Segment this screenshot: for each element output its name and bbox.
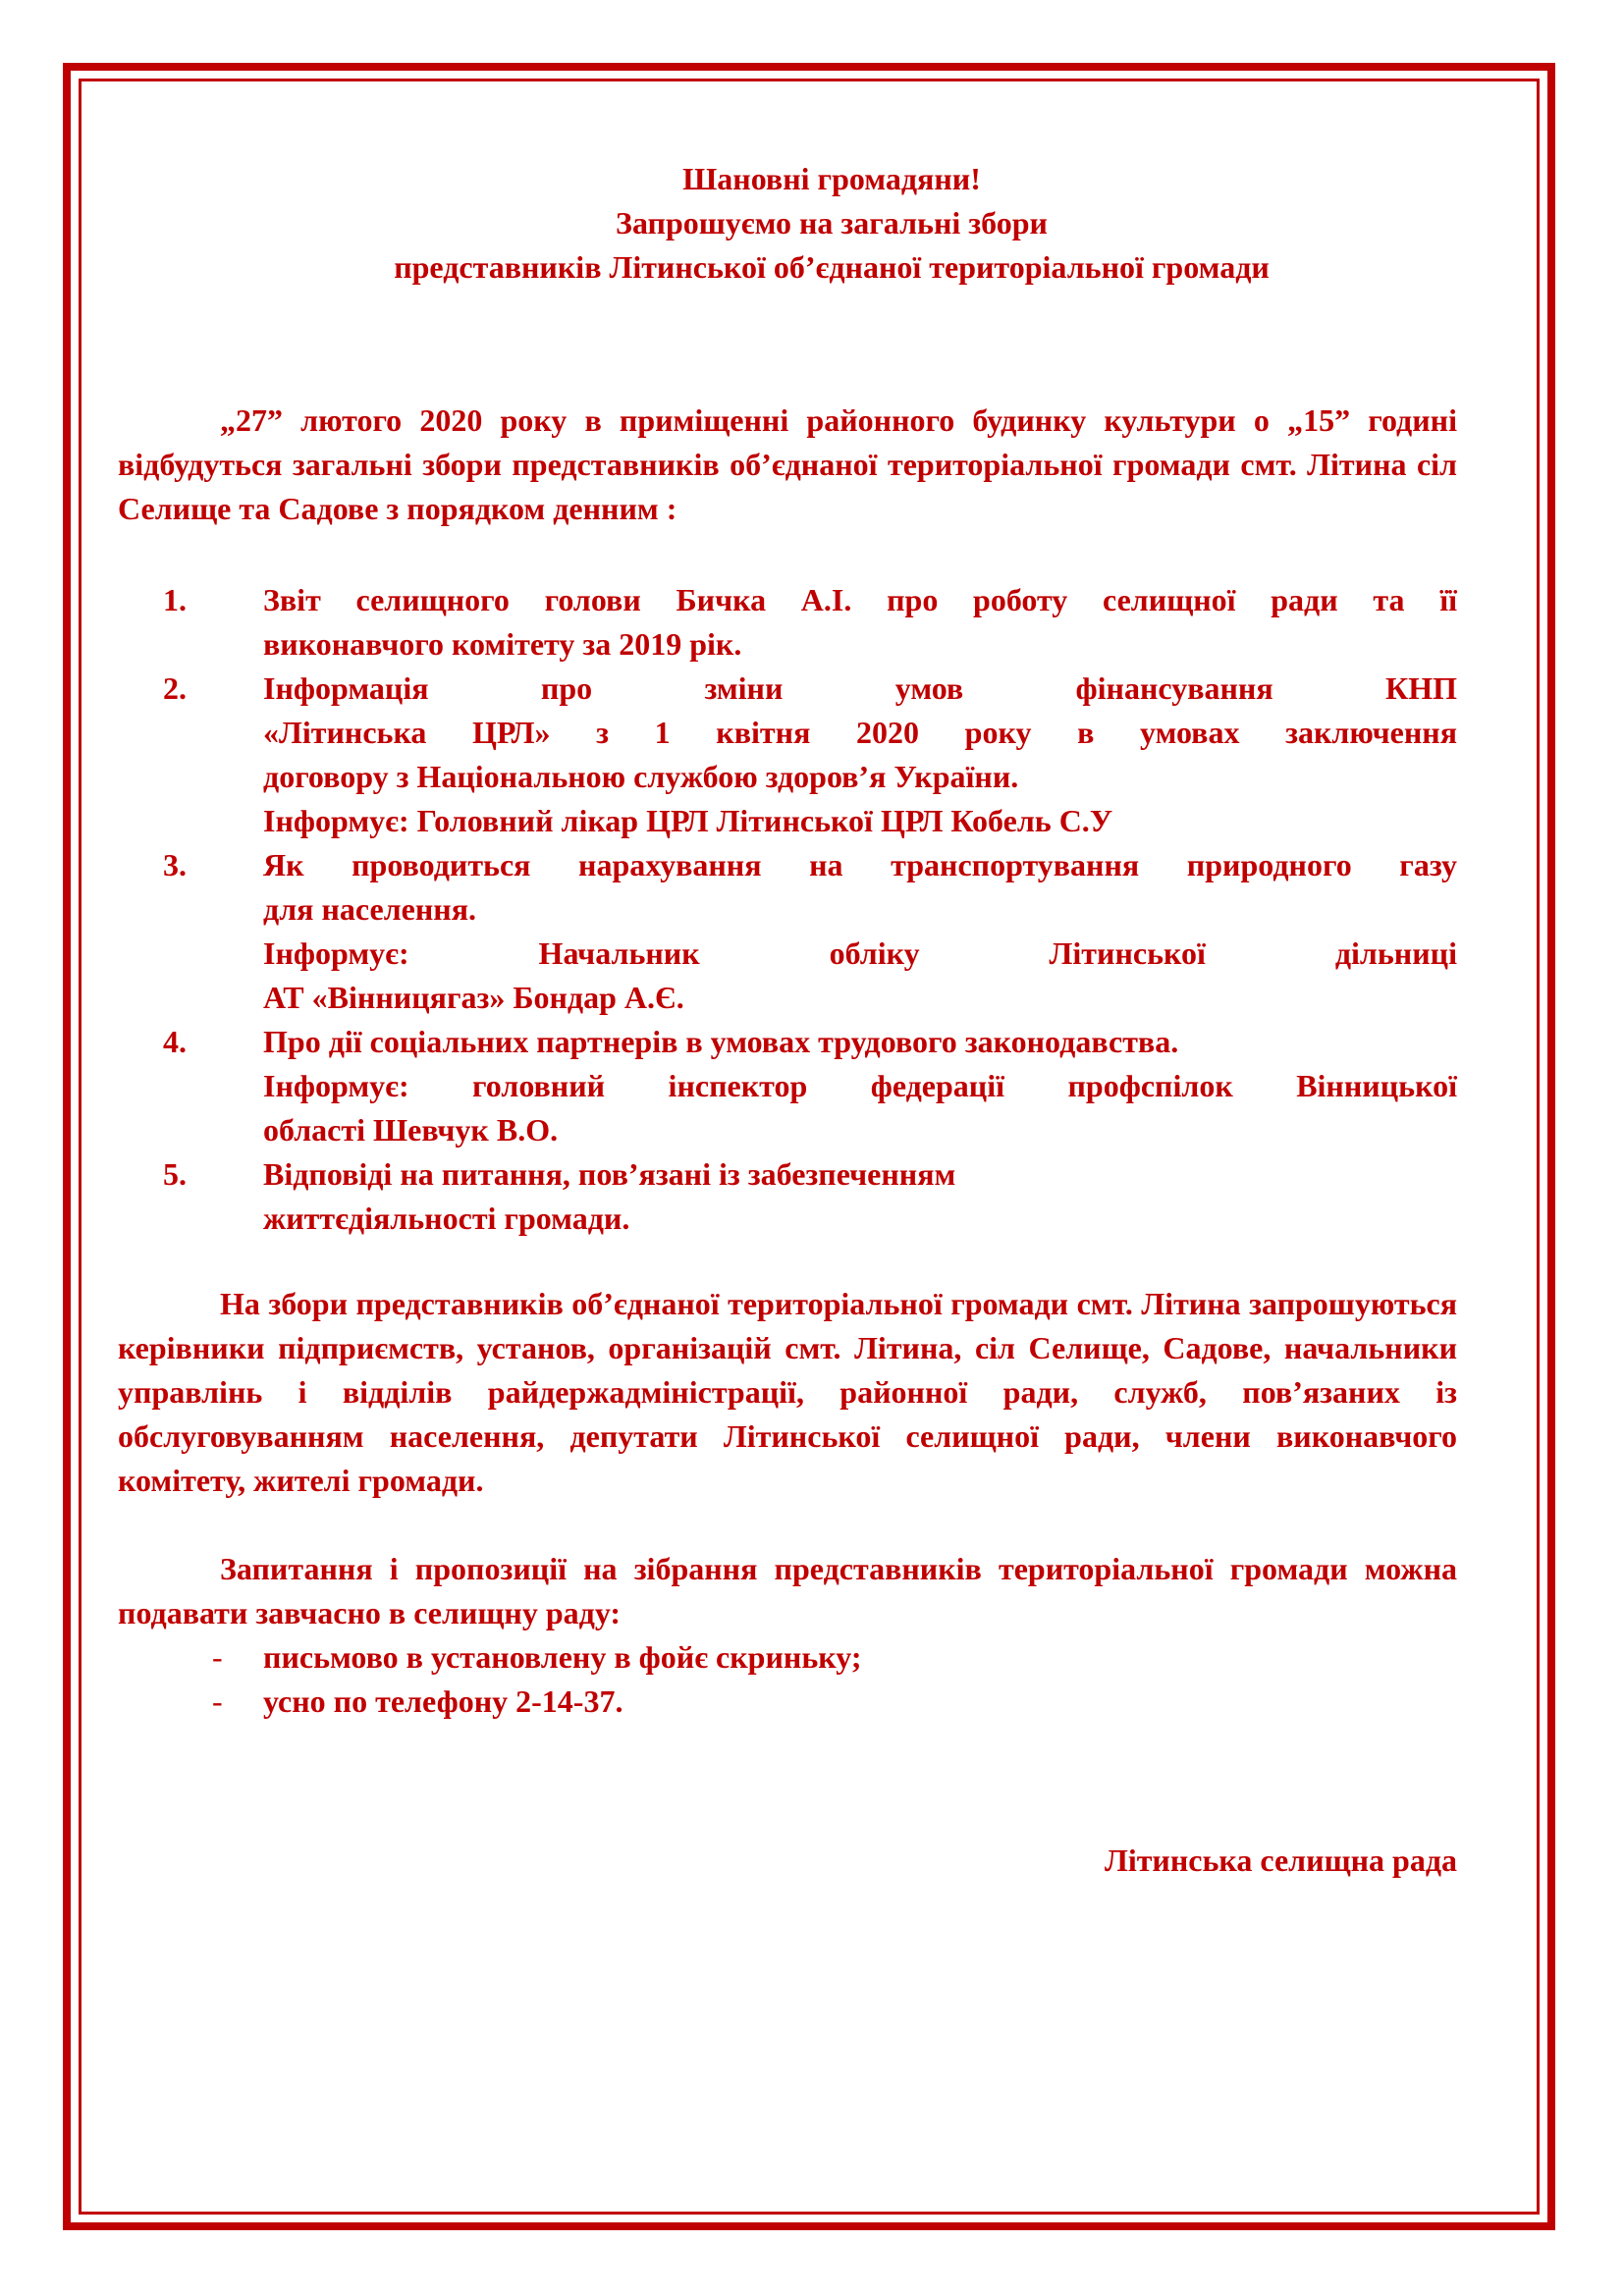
agenda-item-line: Як проводиться нарахування на транспортування природного газу xyxy=(263,847,1457,882)
agenda-item-presenter: Інформує: головний інспектор федерації профспілок Вінницької xyxy=(263,1068,1457,1103)
intro-paragraph: „27” лютого 2020 року в приміщенні районного будинку культури о „15” годині відбудуться загальні збори представників об’єднаної територіальної громади смт. Літина сіл Селище та Садове з порядком денним : xyxy=(118,402,1457,526)
announcement-heading xyxy=(118,157,1457,290)
agenda-item-line: виконавчого комітету за 2019 рік. xyxy=(263,626,742,662)
agenda-item xyxy=(118,1020,1457,1152)
contact-method xyxy=(118,1635,1457,1680)
list-dash: - xyxy=(212,1639,223,1675)
announcement xyxy=(118,157,1457,1883)
heading-invitation: Запрошуємо на загальні збори xyxy=(616,205,1048,240)
agenda-item xyxy=(118,843,1457,1020)
list-dash: - xyxy=(212,1683,223,1719)
agenda-item-line: Звіт селищного голови Бичка А.І. про роботу селищної ради та її xyxy=(263,582,1457,617)
heading-audience: представників Літинської об’єднаної територіальної громади xyxy=(394,249,1270,285)
agenda-item-number: 2. xyxy=(163,670,187,706)
agenda-item-number: 1. xyxy=(163,582,187,617)
agenda-item xyxy=(118,667,1457,843)
agenda-item-number: 5. xyxy=(163,1156,187,1192)
invite-paragraph: На збори представників об’єднаної територіальної громади смт. Літина запрошуються керівники підприємств, установ, організацій смт. Літина, сіл Селище, Садове, начальники управлінь і відділів райдержадміністрації, районної ради, служб, пов’язаних із обслуговуванням населення, депутати Літинської селищної ради, члени виконавчого комітету, жителі громади. xyxy=(118,1286,1457,1498)
agenda-item-line: договору з Національною службою здоров’я України. xyxy=(263,759,1019,794)
agenda-item-line: Інформація про зміни умов фінансування КНП xyxy=(263,670,1457,706)
contact-method xyxy=(118,1680,1457,1724)
agenda-item-number: 3. xyxy=(163,847,187,882)
contact-methods-list xyxy=(118,1635,1457,1724)
heading-greeting: Шановні громадяни! xyxy=(682,161,981,196)
contact-method-text: письмово в установлену в фойє скриньку; xyxy=(263,1639,862,1675)
agenda-item-line: для населення. xyxy=(263,891,477,927)
agenda-item-presenter: області Шевчук В.О. xyxy=(263,1112,559,1148)
agenda-item-presenter: Інформує: Головний лікар ЦРЛ Літинської ЦРЛ Кобель С.У xyxy=(263,803,1113,838)
signature: Літинська селищна рада xyxy=(1104,1842,1457,1878)
agenda-list xyxy=(118,578,1457,1241)
contact-method-text: усно по телефону 2-14-37. xyxy=(263,1683,623,1719)
agenda-item-line: Відповіді на питання, пов’язані із забезпеченням xyxy=(263,1156,956,1192)
agenda-item xyxy=(118,578,1457,667)
agenda-item-line: життєдіяльності громади. xyxy=(263,1201,630,1236)
questions-paragraph: Запитання і пропозиції на зібрання представників територіальної громади можна подавати завчасно в селищну раду: xyxy=(118,1551,1457,1630)
agenda-item-presenter: Інформує: Начальник обліку Літинської дільниці xyxy=(263,935,1457,971)
agenda-item-line: Про дії соціальних партнерів в умовах трудового законодавства. xyxy=(263,1024,1179,1059)
agenda-item xyxy=(118,1152,1457,1241)
agenda-item-number: 4. xyxy=(163,1024,187,1059)
agenda-item-presenter: АТ «Вінницягаз» Бондар А.Є. xyxy=(263,980,684,1015)
agenda-item-line: «Літинська ЦРЛ» з 1 квітня 2020 року в умовах заключення xyxy=(263,715,1457,750)
